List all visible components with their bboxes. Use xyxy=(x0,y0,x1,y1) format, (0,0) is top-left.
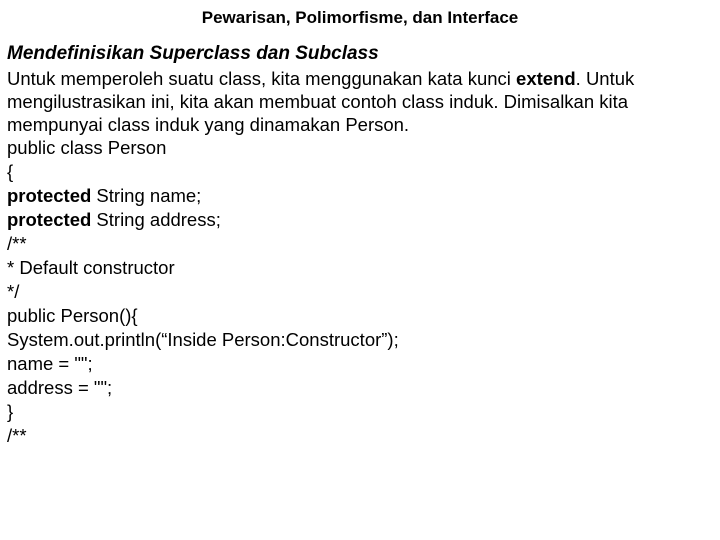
intro-paragraph xyxy=(7,67,713,136)
code-line: { xyxy=(7,161,14,182)
section-heading: Mendefinisikan Superclass dan Subclass xyxy=(7,43,379,64)
code-line xyxy=(7,184,713,208)
code-line: public class Person xyxy=(7,137,167,158)
code-line: name = ""; xyxy=(7,353,93,374)
intro-text: Untuk memperoleh suatu class, kita menggunakan kata kunci xyxy=(7,68,517,89)
code-line: /** xyxy=(7,233,27,254)
code-keyword: protected xyxy=(7,209,92,230)
code-line: } xyxy=(7,401,14,422)
code-line: address = ""; xyxy=(7,377,113,398)
code-text: String name; xyxy=(91,185,202,206)
code-line: * Default constructor xyxy=(7,257,175,278)
intro-line-1 xyxy=(7,67,713,90)
slide-title: Pewarisan, Polimorfisme, dan Interface xyxy=(201,8,519,27)
intro-line-2: mengilustrasikan ini, kita akan membuat contoh class induk. Dimisalkan kita xyxy=(7,91,629,112)
code-line: /** xyxy=(7,425,27,446)
intro-line-3: mempunyai class induk yang dinamakan Person. xyxy=(7,114,410,135)
code-text: String address; xyxy=(91,209,221,230)
code-line: public Person(){ xyxy=(7,305,138,326)
code-line: System.out.println(“Inside Person:Constructor”); xyxy=(7,329,399,350)
code-block xyxy=(7,136,713,448)
code-keyword: protected xyxy=(7,185,92,206)
code-line: */ xyxy=(7,281,20,302)
keyword-extend: extend xyxy=(516,68,576,89)
code-line xyxy=(7,208,713,232)
slide-content xyxy=(7,42,713,448)
intro-text: . Untuk xyxy=(575,68,635,89)
